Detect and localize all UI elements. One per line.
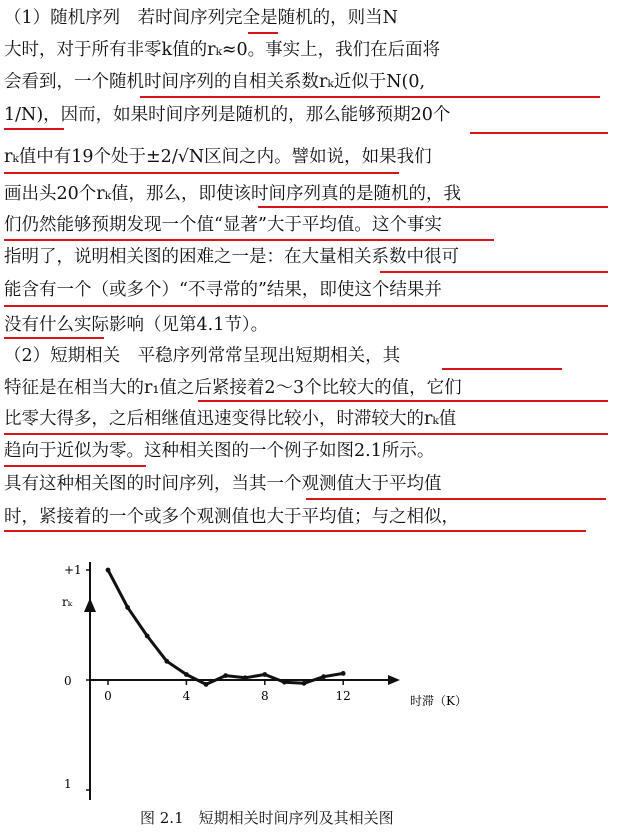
- red-underline: [4, 305, 608, 307]
- red-underline: [380, 271, 608, 273]
- y-axis-label: rₖ: [62, 595, 73, 609]
- text-line: 大时，对于所有非零k值的rₖ≈0。事实上，我们在后面将: [4, 40, 441, 60]
- data-point: [243, 675, 248, 680]
- red-underline: [258, 206, 608, 208]
- data-point: [262, 672, 267, 677]
- x-tick-label: 8: [260, 689, 269, 703]
- x-axis-arrow: [388, 675, 400, 685]
- text-line: 时，紧接着的一个或多个观测值也大于平均值；与之相似，: [4, 507, 459, 527]
- text-line: 比零大得多，之后相继值迅速变得比较小，时滞较大的rₖ值: [4, 409, 457, 429]
- red-underline: [306, 498, 606, 500]
- chart-ticks: [64, 563, 351, 791]
- text-line: （2）短期相关 平稳序列常常呈现出短期相关，其: [4, 346, 401, 366]
- x-tick-label: 4: [182, 689, 191, 703]
- data-point: [341, 671, 346, 676]
- data-point: [204, 682, 209, 687]
- text-line: rₖ值中有19个处于±2/√N区间之内。譬如说，如果我们: [4, 147, 432, 167]
- text-line: 会看到，一个随机时间序列的自相关系数rₖ近似于N(0,: [4, 72, 426, 92]
- figure-caption: 图 2.1 短期相关时间序列及其相关图: [140, 809, 394, 827]
- text-line: （1）随机序列 若时间序列完全是随机的，则当N: [4, 8, 398, 28]
- red-underline: [198, 400, 608, 402]
- red-underline: [442, 368, 562, 370]
- correlogram-line: [108, 570, 343, 684]
- y-tick-label: +1: [64, 563, 82, 577]
- data-point: [164, 659, 169, 664]
- x-tick-label: 0: [104, 689, 112, 703]
- data-point: [223, 673, 228, 678]
- red-underline: [4, 172, 399, 174]
- text-line: 画出头20个rₖ值，那么，即使该时间序列真的是随机的，我: [4, 184, 462, 204]
- text-line: 1/N)，因而，如果时间序列是随机的，那么能够预期20个: [4, 105, 451, 125]
- data-point: [321, 674, 326, 679]
- data-point: [282, 680, 287, 685]
- text-line: 没有什么实际影响（见第4.1节）。: [4, 315, 269, 335]
- red-underline: [4, 128, 64, 130]
- text-line: 趋向于近似为零。这种相关图的一个例子如图2.1所示。: [4, 441, 435, 461]
- data-point: [125, 605, 130, 610]
- y-tick-label: 0: [64, 674, 72, 688]
- correlogram-chart: [0, 548, 618, 806]
- red-underline: [4, 337, 104, 339]
- data-point: [302, 681, 307, 686]
- red-underline: [4, 433, 608, 435]
- red-underline: [248, 32, 278, 34]
- red-underline: [470, 132, 608, 134]
- red-underline: [4, 530, 586, 532]
- red-underline: [4, 465, 146, 467]
- text-line: 具有这种相关图的时间序列，当其一个观测值大于平均值: [4, 474, 442, 494]
- text-line: 能含有一个（或多个）“不寻常的”结果，即使这个结果并: [4, 280, 442, 300]
- text-line: 指明了，说明相关图的困难之一是：在大量相关系数中很可: [4, 247, 459, 267]
- y-axis-arrow: [84, 598, 96, 612]
- red-underline: [140, 96, 600, 98]
- x-tick-label: 12: [335, 689, 351, 703]
- data-point: [184, 672, 189, 677]
- text-line: 们仍然能够预期发现一个值“显著”大于平均值。这个事实: [4, 215, 442, 235]
- red-underline: [4, 239, 494, 241]
- text-line: 特征是在相当大的r₁值之后紧接着2～3个比较大的值，它们: [4, 378, 462, 398]
- data-point: [145, 634, 150, 639]
- y-tick-label: 1: [64, 777, 72, 791]
- data-point: [106, 568, 111, 573]
- x-axis-label: 时滞（K）: [410, 694, 467, 708]
